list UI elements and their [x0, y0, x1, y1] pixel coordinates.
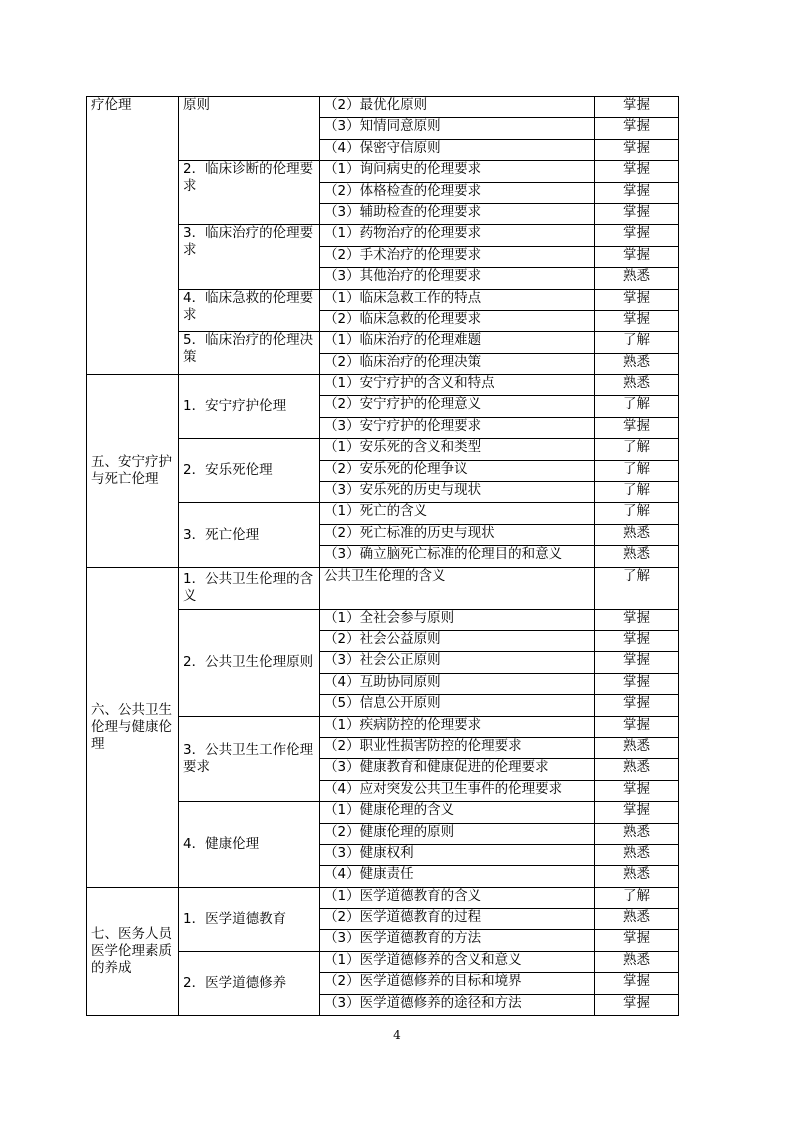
- item-title: 2．公共卫生伦理原则: [179, 609, 320, 716]
- item-title: 1．公共卫生伦理的含义: [179, 567, 320, 609]
- knowledge-point: （1）临床急救工作的特点: [320, 289, 595, 310]
- requirement-level: 掌握: [595, 182, 679, 203]
- requirement-level: 熟悉: [595, 759, 679, 780]
- item-title: 5．临床治疗的伦理决策: [179, 332, 320, 375]
- requirement-level: 掌握: [595, 417, 679, 438]
- knowledge-point: （1）医学道德修养的含义和意义: [320, 951, 595, 972]
- knowledge-point: （3）安乐死的历史与现状: [320, 482, 595, 503]
- knowledge-point: （2）职业性损害防控的伦理要求: [320, 737, 595, 758]
- requirement-level: 掌握: [595, 161, 679, 182]
- requirement-level: 熟悉: [595, 375, 679, 396]
- item-title: 2．医学道德修养: [179, 951, 320, 1015]
- item-title: 2．临床诊断的伦理要求: [179, 161, 320, 225]
- knowledge-point: （2）医学道德修养的目标和境界: [320, 973, 595, 994]
- requirement-level: 掌握: [595, 994, 679, 1015]
- requirement-level: 熟悉: [595, 866, 679, 887]
- knowledge-point: （1）临床治疗的伦理难题: [320, 332, 595, 353]
- requirement-level: 熟悉: [595, 823, 679, 844]
- requirement-level: 掌握: [595, 289, 679, 310]
- requirement-level: 熟悉: [595, 546, 679, 567]
- knowledge-point: （1）询问病史的伦理要求: [320, 161, 595, 182]
- knowledge-point: （2）社会公益原则: [320, 630, 595, 651]
- requirement-level: 了解: [595, 887, 679, 908]
- requirement-level: 掌握: [595, 609, 679, 630]
- knowledge-point: （2）体格检查的伦理要求: [320, 182, 595, 203]
- knowledge-point: （2）安宁疗护的伦理意义: [320, 396, 595, 417]
- requirement-level: 熟悉: [595, 524, 679, 545]
- requirement-level: 掌握: [595, 97, 679, 118]
- knowledge-point: （3）健康权利: [320, 844, 595, 865]
- knowledge-point: （2）医学道德教育的过程: [320, 909, 595, 930]
- knowledge-point: （2）健康伦理的原则: [320, 823, 595, 844]
- table-row: [87, 97, 679, 118]
- table-row: [87, 375, 679, 396]
- knowledge-point: （3）安宁疗护的伦理要求: [320, 417, 595, 438]
- requirement-level: 掌握: [595, 930, 679, 951]
- unit-title: 七、医务人员医学伦理素质的养成: [87, 887, 179, 1015]
- requirement-level: 熟悉: [595, 909, 679, 930]
- knowledge-point: （5）信息公开原则: [320, 695, 595, 716]
- table-row: [87, 567, 679, 609]
- knowledge-point: （4）保密守信原则: [320, 139, 595, 160]
- page-number: 4: [393, 1028, 401, 1042]
- item-title: 原则: [179, 97, 320, 161]
- knowledge-point: （2）死亡标准的历史与现状: [320, 524, 595, 545]
- requirement-level: 了解: [595, 332, 679, 353]
- syllabus-table-body: [87, 97, 679, 1016]
- syllabus-table: [86, 96, 679, 1016]
- requirement-level: 掌握: [595, 630, 679, 651]
- unit-title: 疗伦理: [87, 97, 179, 375]
- requirement-level: 了解: [595, 482, 679, 503]
- knowledge-point: （1）安乐死的含义和类型: [320, 439, 595, 460]
- requirement-level: 掌握: [595, 203, 679, 224]
- knowledge-point: （2）临床急救的伦理要求: [320, 310, 595, 331]
- requirement-level: 熟悉: [595, 353, 679, 374]
- requirement-level: 掌握: [595, 652, 679, 673]
- knowledge-point: （3）医学道德教育的方法: [320, 930, 595, 951]
- knowledge-point: （1）药物治疗的伦理要求: [320, 225, 595, 246]
- knowledge-point: （1）全社会参与原则: [320, 609, 595, 630]
- requirement-level: 熟悉: [595, 737, 679, 758]
- knowledge-point: （3）健康教育和健康促进的伦理要求: [320, 759, 595, 780]
- unit-title: 五、安宁疗护与死亡伦理: [87, 375, 179, 568]
- knowledge-point: （3）其他治疗的伦理要求: [320, 268, 595, 289]
- knowledge-point: （4）健康责任: [320, 866, 595, 887]
- requirement-level: 掌握: [595, 673, 679, 694]
- knowledge-point: （4）互助协同原则: [320, 673, 595, 694]
- item-title: 3．死亡伦理: [179, 503, 320, 567]
- knowledge-point: （1）安宁疗护的含义和特点: [320, 375, 595, 396]
- requirement-level: 掌握: [595, 118, 679, 139]
- item-title: 2．安乐死伦理: [179, 439, 320, 503]
- requirement-level: 熟悉: [595, 268, 679, 289]
- knowledge-point: （3）医学道德修养的途径和方法: [320, 994, 595, 1015]
- item-title: 3．临床治疗的伦理要求: [179, 225, 320, 289]
- requirement-level: 了解: [595, 503, 679, 524]
- knowledge-point: （3）辅助检查的伦理要求: [320, 203, 595, 224]
- knowledge-point: （1）死亡的含义: [320, 503, 595, 524]
- unit-title: 六、公共卫生伦理与健康伦理: [87, 567, 179, 887]
- requirement-level: 了解: [595, 460, 679, 481]
- requirement-level: 掌握: [595, 695, 679, 716]
- knowledge-point: （1）医学道德教育的含义: [320, 887, 595, 908]
- table-row: [87, 887, 679, 908]
- knowledge-point: （2）最优化原则: [320, 97, 595, 118]
- item-title: 4．健康伦理: [179, 802, 320, 888]
- knowledge-point: （3）确立脑死亡标准的伦理目的和意义: [320, 546, 595, 567]
- knowledge-point: （3）知情同意原则: [320, 118, 595, 139]
- requirement-level: 掌握: [595, 716, 679, 737]
- requirement-level: 掌握: [595, 139, 679, 160]
- requirement-level: 熟悉: [595, 844, 679, 865]
- requirement-level: 掌握: [595, 225, 679, 246]
- knowledge-point: （2）手术治疗的伦理要求: [320, 246, 595, 267]
- requirement-level: 了解: [595, 439, 679, 460]
- knowledge-point: （4）应对突发公共卫生事件的伦理要求: [320, 780, 595, 801]
- requirement-level: 了解: [595, 396, 679, 417]
- knowledge-point: （2）安乐死的伦理争议: [320, 460, 595, 481]
- knowledge-point: （1）健康伦理的含义: [320, 802, 595, 823]
- item-title: 1．安宁疗护伦理: [179, 375, 320, 439]
- requirement-level: 掌握: [595, 310, 679, 331]
- knowledge-point: （2）临床治疗的伦理决策: [320, 353, 595, 374]
- knowledge-point: 公共卫生伦理的含义: [320, 567, 595, 609]
- requirement-level: 熟悉: [595, 951, 679, 972]
- requirement-level: 掌握: [595, 246, 679, 267]
- item-title: 3．公共卫生工作伦理要求: [179, 716, 320, 802]
- item-title: 4．临床急救的伦理要求: [179, 289, 320, 332]
- item-title: 1．医学道德教育: [179, 887, 320, 951]
- knowledge-point: （1）疾病防控的伦理要求: [320, 716, 595, 737]
- requirement-level: 了解: [595, 567, 679, 609]
- knowledge-point: （3）社会公正原则: [320, 652, 595, 673]
- requirement-level: 掌握: [595, 973, 679, 994]
- requirement-level: 掌握: [595, 802, 679, 823]
- requirement-level: 掌握: [595, 780, 679, 801]
